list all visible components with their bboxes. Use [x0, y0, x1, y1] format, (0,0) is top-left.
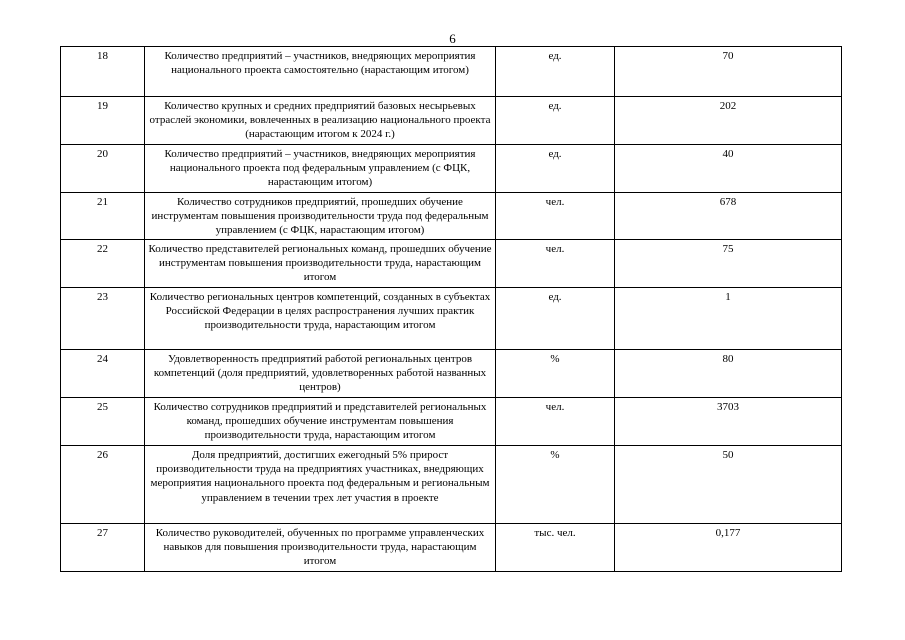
indicators-table: [60, 46, 842, 572]
indicator-name: Удовлетворенность предприятий работой региональных центров компетенций (доля предприятий, удовлетворенных работой названных центров): [145, 350, 496, 398]
row-number: 21: [61, 193, 145, 240]
indicator-name: Количество сотрудников предприятий и представителей региональных команд, прошедших обучение инструментам повышения производительности труда, нарастающим итогом: [145, 398, 496, 446]
table-row: [61, 193, 842, 240]
row-number: 20: [61, 145, 145, 193]
indicator-value: 50: [615, 446, 842, 524]
indicator-value: 40: [615, 145, 842, 193]
indicator-name: Количество руководителей, обученных по программе управленческих навыков для повышения производительности труда, нарастающим итогом: [145, 524, 496, 572]
row-number: 18: [61, 47, 145, 97]
row-number: 24: [61, 350, 145, 398]
row-number: 19: [61, 97, 145, 145]
table-row: [61, 446, 842, 524]
indicator-unit: %: [496, 446, 615, 524]
indicator-unit: чел.: [496, 398, 615, 446]
table-row: [61, 47, 842, 97]
indicator-value: 1: [615, 288, 842, 350]
indicator-value: 0,177: [615, 524, 842, 572]
page-number: 6: [449, 31, 456, 46]
table-row: [61, 350, 842, 398]
indicators-table-body: [61, 47, 842, 572]
row-number: 25: [61, 398, 145, 446]
indicator-unit: ед.: [496, 288, 615, 350]
indicator-value: 75: [615, 240, 842, 288]
indicator-value: 80: [615, 350, 842, 398]
row-number: 22: [61, 240, 145, 288]
table-row: [61, 145, 842, 193]
table-row: [61, 524, 842, 572]
indicator-name: Количество региональных центров компетенций, созданных в субъектах Российской Федерации в целях распространения лучших практик производительности труда, нарастающим итогом: [145, 288, 496, 350]
indicator-value: 3703: [615, 398, 842, 446]
indicator-value: 678: [615, 193, 842, 240]
indicator-unit: чел.: [496, 240, 615, 288]
indicator-name: Количество крупных и средних предприятий базовых несырьевых отраслей экономики, вовлеченных в реализацию национального проекта (нарастающим итогом к 2024 г.): [145, 97, 496, 145]
indicator-name: Количество представителей региональных команд, прошедших обучение инструментам повышения производительности труда, нарастающим итогом: [145, 240, 496, 288]
table-row: [61, 288, 842, 350]
table-row: [61, 398, 842, 446]
row-number: 27: [61, 524, 145, 572]
indicator-value: 202: [615, 97, 842, 145]
indicator-name: Количество предприятий – участников, внедряющих мероприятия национального проекта под федеральным управлением (с ФЦК, нарастающим итогом): [145, 145, 496, 193]
indicator-unit: ед.: [496, 47, 615, 97]
table-row: [61, 97, 842, 145]
indicator-name: Доля предприятий, достигших ежегодный 5% прирост производительности труда на предприятиях участниках, внедряющих мероприятия национального проекта под федеральным и региональным управлением в течении трех лет участия в проекте: [145, 446, 496, 524]
indicator-unit: чел.: [496, 193, 615, 240]
indicator-unit: ед.: [496, 145, 615, 193]
row-number: 26: [61, 446, 145, 524]
indicator-name: Количество предприятий – участников, внедряющих мероприятия национального проекта самостоятельно (нарастающим итогом): [145, 47, 496, 97]
row-number: 23: [61, 288, 145, 350]
indicator-unit: тыс. чел.: [496, 524, 615, 572]
indicator-value: 70: [615, 47, 842, 97]
table-row: [61, 240, 842, 288]
indicator-name: Количество сотрудников предприятий, прошедших обучение инструментам повышения производительности труда под федеральным управлением (с ФЦК, нарастающим итогом): [145, 193, 496, 240]
indicator-unit: ед.: [496, 97, 615, 145]
indicator-unit: %: [496, 350, 615, 398]
